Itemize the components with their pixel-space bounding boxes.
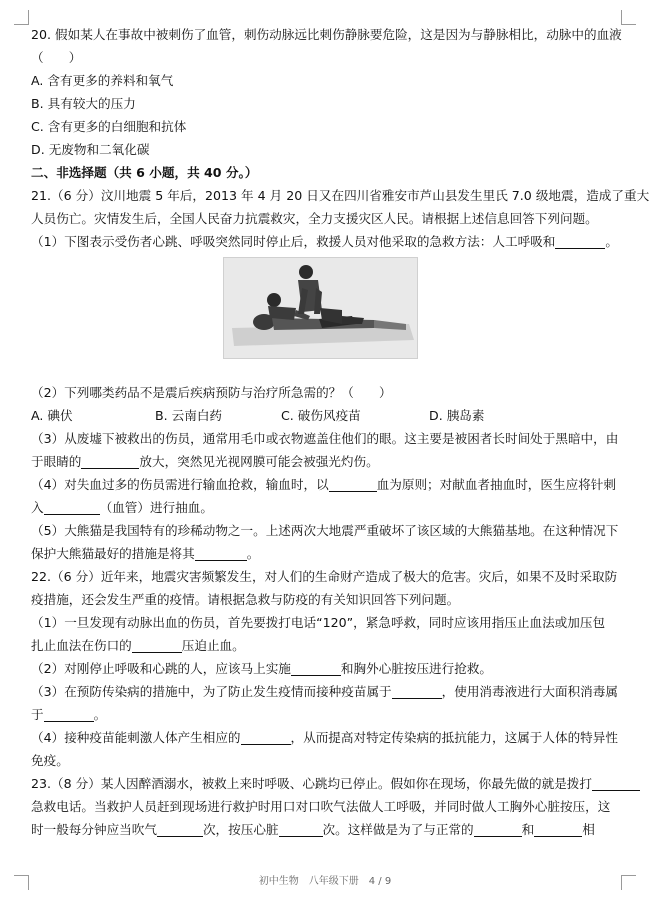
answer-blank[interactable] [44, 501, 100, 515]
q20-option-b: B. 具有较大的压力 [31, 96, 136, 111]
q23-line3: 时一般每分钟应当吹气 次，按压心脏 次。这样做是为了与正常的 和 相 [31, 822, 595, 837]
q20-option-d: D. 无废物和二氧化碳 [31, 142, 150, 157]
answer-blank[interactable] [195, 547, 247, 561]
q21-option-c: C. 破伤风疫苗 [281, 408, 361, 423]
section-title: 二、非选择题（共 6 小题，共 40 分。） [31, 165, 258, 180]
q21-part-2-options [31, 404, 619, 427]
page-footer: 初中生物 八年级下册 4 / 9 [258, 876, 392, 887]
q23-line2: 急救电话。当救护人员赶到现场进行救护时用口对口吹气法做人工呼吸，并同时做人工胸外心脏按压，这 [31, 799, 611, 814]
q21-intro-1: 21.（6 分）汶川地震 5 年后，2013 年 4 月 20 日又在四川省雅安市芦山县发生里氏 7.0 级地震，造成了重大 [31, 188, 650, 203]
q21-part-1: （1）下图表示受伤者心跳、呼吸突然同时停止后，救援人员对他采取的急救方法：人工呼吸和 。 [31, 234, 618, 249]
cpr-icon [224, 258, 417, 358]
q21-part-5-line1: （5）大熊猫是我国特有的珍稀动物之一。上述两次大地震严重破坏了该区域的大熊猫基地。在这种情况下 [31, 523, 619, 538]
q23-line1: 23.（8 分）某人因醉酒溺水，被救上来时呼吸、心跳均已停止。假如你在现场，你最先做的就是拨打 [31, 772, 619, 795]
q21-option-b: B. 云南白药 [155, 408, 223, 423]
crop-mark-top-right [621, 10, 636, 25]
q21-option-d: D. 胰岛素 [429, 408, 485, 423]
q21-intro-2: 人员伤亡。灾情发生后，全国人民奋力抗震救灾，全力支援灾区人民。请根据上述信息回答下列问题。 [31, 211, 598, 226]
q22-part-2: （2）对刚停止呼吸和心跳的人，应该马上实施 和胸外心脏按压进行抢救。 [31, 661, 493, 676]
cpr-illustration [223, 257, 418, 359]
q21-part-3-line1: （3）从废墟下被救出的伤员，通常用毛巾或衣物遮盖住他们的眼。这主要是被困者长时间处于黑暗中，由 [31, 431, 619, 446]
answer-blank[interactable] [279, 823, 323, 837]
answer-blank[interactable] [81, 455, 139, 469]
answer-blank[interactable] [291, 662, 341, 676]
q22-part-1-line1: （1）一旦发现有动脉出血的伤员，首先要拨打电话“120”，紧急呼救，同时应该用指压止血法或加压包 [31, 615, 606, 630]
q21-option-a: A. 碘伏 [31, 408, 73, 423]
q20-paren: （ ） [31, 50, 82, 65]
page-content [31, 23, 650, 841]
q20-stem: 20. 假如某人在事故中被刺伤了血管，刺伤动脉远比刺伤静脉要危险，这是因为与静脉相比，动脉中的血液 [31, 27, 622, 42]
answer-blank[interactable] [329, 478, 377, 492]
q21-part-2: （2）下列哪类药品不是震后疾病预防与治疗所急需的？（ ） [31, 385, 392, 400]
q22-part-4-line1: （4）接种疫苗能刺激人体产生相应的 ，从而提高对特定传染病的抵抗能力，这属于人体的特异性 [31, 730, 618, 745]
answer-blank[interactable] [474, 823, 522, 837]
answer-blank[interactable] [132, 639, 182, 653]
q21-part-3-line2: 于眼睛的 放大，突然见光视网膜可能会被强光灼伤。 [31, 454, 379, 469]
q20-option-a: A. 含有更多的养料和氧气 [31, 73, 174, 88]
q22-part-3-line2: 于 。 [31, 707, 107, 722]
answer-blank[interactable] [392, 685, 442, 699]
q22-intro-2: 疫措施，还会发生严重的疫情。请根据急救与防疫的有关知识回答下列问题。 [31, 592, 460, 607]
answer-blank[interactable] [534, 823, 582, 837]
answer-blank[interactable] [241, 731, 291, 745]
q21-part-4-line1: （4）对失血过多的伤员需进行输血抢救，输血时，以 血为原则；对献血者抽血时，医生应将针刺 [31, 477, 616, 492]
answer-blank[interactable] [555, 235, 605, 249]
crop-mark-top-left [14, 10, 29, 25]
q21-part-4-line2: 入 （血管）进行抽血。 [31, 500, 213, 515]
q22-part-1-line2: 扎止血法在伤口的 压迫止血。 [31, 638, 245, 653]
q22-part-4-line2: 免疫。 [31, 753, 69, 768]
q20-option-c: C. 含有更多的白细胞和抗体 [31, 119, 187, 134]
q22-part-3-line1: （3）在预防传染病的措施中，为了防止发生疫情而接种疫苗属于 ，使用消毒液进行大面积消毒属 [31, 684, 618, 699]
answer-blank[interactable] [592, 777, 640, 791]
answer-blank[interactable] [157, 823, 203, 837]
q21-part-5-line2: 保护大熊猫最好的措施是将其 。 [31, 546, 260, 561]
q22-intro-1: 22.（6 分）近年来，地震灾害频繁发生，对人们的生命财产造成了极大的危害。灾后，如果不及时采取防 [31, 569, 618, 584]
answer-blank[interactable] [44, 708, 94, 722]
